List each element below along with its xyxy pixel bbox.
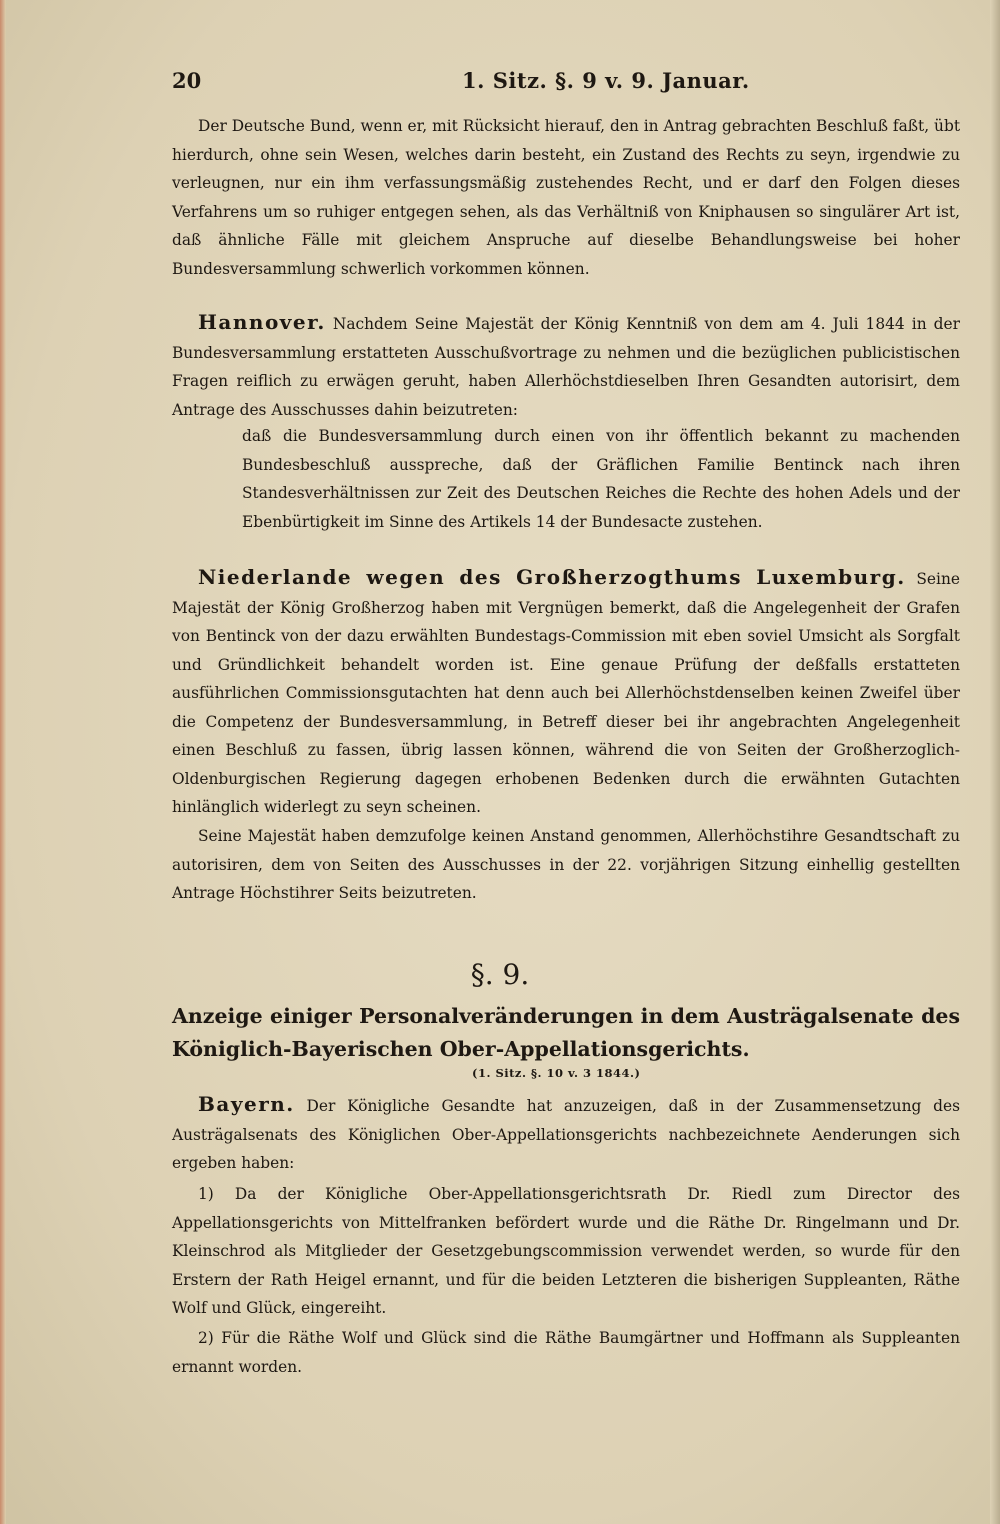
bayern-item-1: 1) Da der Königliche Ober-Appellationsgerichtsrath Dr. Riedl zum Director des Appellationsgerichts von Mittelfranken befördert wurde und die Räthe Dr. Ringelmann und Dr. Kleinschrod als Mitglieder der Gesetzgebungscommission verwendet werden, so wurde für den Erstern der Rath Heigel ernannt, und für die beiden Letzteren die bisherigen Suppleanten, Räthe Wolf und Glück, eingereiht.: [172, 1185, 960, 1317]
section-title: Anzeige einiger Personalveränderungen in dem Austrägalsenate des Königlich-Bayerischen Ober-Appellationsgerichts.: [172, 1004, 960, 1061]
page-edge-left: [0, 0, 6, 1524]
paragraph-hannover-inset: [172, 422, 960, 536]
niederlande-text-2: Seine Majestät haben demzufolge keinen Anstand genommen, Allerhöchstihre Gesandtschaft zu autorisiren, dem von Seiten des Ausschusses in der 22. vorjährigen Sitzung einhellig gestellten Antrage Höchstihrer Seits beizutreten.: [172, 827, 960, 902]
hannover-text: Nachdem Seine Majestät der König Kenntniß von dem am 4. Juli 1844 in der Bundesversammlung erstatteten Ausschußvortrage zu nehmen und die bezüglichen publicistischen Fragen reiflich zu erwägen geruht, haben Allerhöchstdieselben Ihren Gesandten autorisirt, dem Antrage des Ausschusses dahin beizutreten:: [172, 315, 960, 419]
paragraph-bayern-item-2: [172, 1324, 960, 1381]
page-edge-right: [990, 0, 1000, 1524]
hannover-inset-text: daß die Bundesversammlung durch einen von ihr öffentlich bekannt zu machenden Bundesbeschluß ausspreche, daß der Gräflichen Familie Bentinck nach ihren Standesverhältnissen zur Zeit des Deutschen Reiches die Rechte des hohen Adels und der Ebenbürtigkeit im Sinne des Artikels 14 der Bundesacte zustehen.: [242, 427, 960, 531]
page-header: [172, 68, 960, 100]
paragraph-text: Der Deutsche Bund, wenn er, mit Rücksicht hierauf, den in Antrag gebrachten Beschluß faßt, übt hierdurch, ohne sein Wesen, welches darin besteht, ein Zustand des Rechts zu seyn, irgendwie zu verleugnen, nur ein ihm verfassungsmäßig zustehendes Recht, und er darf den Folgen dieses Verfahrens um so ruhiger entgegen sehen, als das Verhältniß von Kniphausen so singulärer Art ist, daß ähnliche Fälle mit gleichem Anspruche auf dieselbe Behandlungsweise bei hoher Bundesversammlung schwerlich vorkommen können.: [172, 117, 960, 278]
bayern-lead: Bayern.: [198, 1092, 295, 1116]
section-reference: (1. Sitz. §. 10 v. 3 1844.): [472, 1066, 641, 1080]
bayern-item-2: 2) Für die Räthe Wolf und Glück sind die Räthe Baumgärtner und Hoffmann als Suppleanten ernannt worden.: [172, 1329, 960, 1376]
paragraph-bayern-item-1: [172, 1180, 960, 1323]
bayern-paragraph: [172, 1090, 960, 1178]
section-mark: §. 9.: [470, 958, 530, 991]
niederlande-lead: Niederlande wegen des Großherzogthums Luxemburg.: [198, 565, 906, 589]
niederlande-text: Seine Majestät der König Großherzog haben mit Vergnügen bemerkt, daß die Angelegenheit der Grafen von Bentinck von der dazu erwählten Bundestags-Commission mit eben soviel Umsicht als Sorgfalt und Gründlichkeit behandelt worden ist. Eine genaue Prüfung der deßfalls erstatteten ausführlichen Commissionsgutachten hat denn auch bei Allerhöchstdenselben keinen Zweifel über die Competenz der Bundesversammlung, in Betreff dieser bei ihr angebrachten Angelegenheit einen Beschluß zu fassen, übrig lassen können, während die von Seiten der Großherzoglich-Oldenburgischen Regierung dagegen erhobenen Bedenken durch die erwähnten Gutachten hinlänglich widerlegt zu seyn scheinen.: [172, 570, 960, 816]
niederlande-paragraph: [172, 563, 960, 822]
bayern-text: Der Königliche Gesandte hat anzuzeigen, daß in der Zusammensetzung des Austrägalsenats des Königlichen Ober-Appellationsgerichts nachbezeichnete Aenderungen sich ergeben haben:: [172, 1097, 960, 1172]
paragraph-niederlande-2: [172, 822, 960, 908]
hannover-lead: Hannover.: [198, 310, 326, 334]
paragraph-niederlande: [172, 563, 960, 822]
paragraph-bayern: [172, 1090, 960, 1178]
running-head: 1. Sitz. §. 9 v. 9. Januar.: [462, 68, 750, 93]
paragraph-hannover: [172, 308, 960, 424]
hannover-paragraph: [172, 308, 960, 424]
page-number: 20: [172, 68, 202, 93]
paragraph-deutscher-bund: [172, 112, 960, 283]
